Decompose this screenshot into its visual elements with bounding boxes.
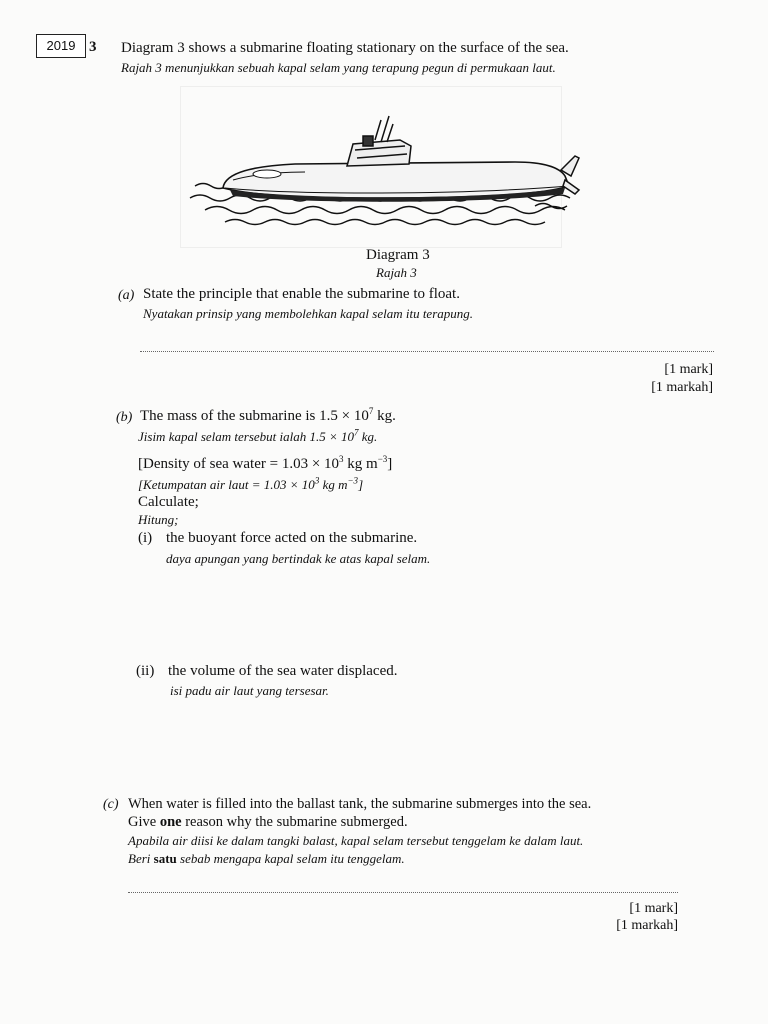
part-b-label: (b) [116, 410, 133, 425]
part-a-mark-ms: [1 markah] [651, 380, 713, 395]
part-a-label: (a) [118, 288, 135, 303]
part-b-ii-answer-space[interactable] [138, 705, 698, 790]
part-a-mark-en: [1 mark] [664, 362, 713, 377]
part-b-i-label: (i) [138, 530, 153, 546]
conning-tower-icon [347, 116, 411, 166]
part-c-text-en-1: When water is filled into the ballast tank, the submarine submerges into the sea. [128, 796, 592, 812]
submarine-hull-icon [223, 162, 569, 202]
part-a-answer-line[interactable] [140, 351, 714, 352]
part-c-answer-line[interactable] [128, 892, 678, 893]
part-b-calculate-en: Calculate; [138, 494, 199, 510]
part-a-question-ms: Nyatakan prinsip yang membolehkan kapal selam itu terapung. [143, 306, 474, 321]
part-b-i-question-en: the buoyant force acted on the submarine. [166, 530, 418, 546]
diagram-caption-ms: Rajah 3 [376, 265, 417, 280]
part-b-calculate-ms: Hitung; [138, 512, 179, 527]
part-b-ii-label: (ii) [136, 663, 155, 679]
part-c-mark-en: [1 mark] [629, 901, 678, 916]
part-a-question-en: State the principle that enable the submarine to float. [143, 286, 460, 302]
intro-text-en: Diagram 3 shows a submarine floating stationary on the surface of the sea. [121, 40, 569, 56]
part-c-text-en-2: Give one reason why the submarine submerged. [128, 814, 408, 830]
part-b-density-en: [Density of sea water = $1.03 \times 10^3$ kg $m^{-3}$] [138, 454, 393, 472]
part-b-density-ms: [Ketumpatan air laut = $1.03 \times 10^3$ kg $m^{-3}$] [138, 475, 364, 492]
question-number: 3 [89, 39, 97, 55]
part-c-label: (c) [103, 797, 119, 812]
intro-text-ms: Rajah 3 menunjukkan sebuah kapal selam yang terapung pegun di permukaan laut. [121, 60, 556, 75]
part-b-ii-question-en: the volume of the sea water displaced. [168, 663, 398, 679]
part-c-mark-ms: [1 markah] [616, 918, 678, 933]
part-b-mass-en: The mass of the submarine is $1.5 \times 10^7$ kg. [140, 406, 396, 424]
submarine-diagram [185, 110, 595, 250]
part-c-text-ms-1: Apabila air diisi ke dalam tangki balast, kapal selam tersebut tenggelam ke dalam laut. [128, 833, 584, 848]
part-b-mass-ms: Jisim kapal selam tersebut ialah $1.5 \times 10^7$ kg. [138, 427, 378, 444]
diagram-caption-en: Diagram 3 [366, 247, 430, 263]
part-b-ii-question-ms: isi padu air laut yang tersesar. [170, 683, 329, 698]
part-b-i-question-ms: daya apungan yang bertindak ke atas kapal selam. [166, 551, 431, 566]
part-c-text-ms-2: Beri satu sebab mengapa kapal selam itu tenggelam. [128, 851, 405, 866]
part-b-i-answer-space[interactable] [138, 575, 698, 655]
year-badge: 2019 [36, 34, 86, 58]
